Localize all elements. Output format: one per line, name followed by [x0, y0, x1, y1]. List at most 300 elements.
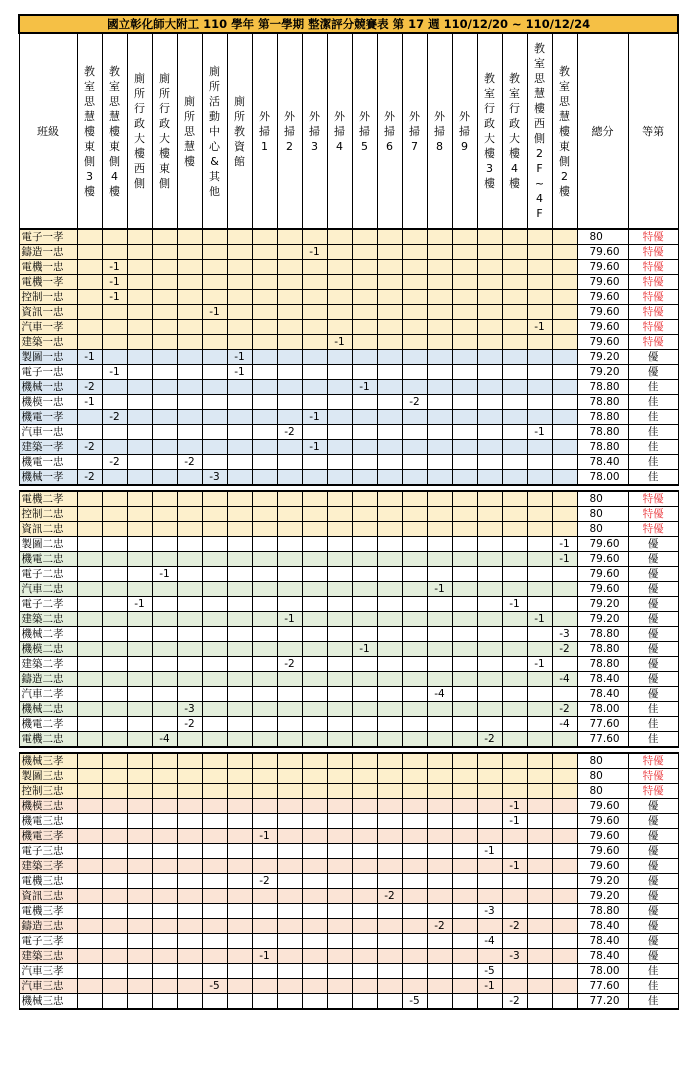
deduction-cell: [227, 949, 252, 964]
deduction-cell: [77, 844, 102, 859]
deduction-cell: [302, 717, 327, 732]
deduction-cell: [502, 350, 527, 365]
deduction-cell: [252, 814, 277, 829]
deduction-cell: [152, 335, 177, 350]
deduction-cell: -2: [502, 994, 527, 1010]
total-score: 79.60: [577, 814, 628, 829]
deduction-cell: [427, 753, 452, 769]
deduction-cell: [427, 245, 452, 260]
deduction-cell: [302, 395, 327, 410]
deduction-cell: [202, 889, 227, 904]
deduction-cell: [327, 582, 352, 597]
deduction-cell: [77, 753, 102, 769]
grade-cell: 優: [628, 904, 678, 919]
deduction-cell: [352, 844, 377, 859]
deduction-cell: [127, 470, 152, 486]
deduction-cell: [477, 245, 502, 260]
deduction-cell: [202, 491, 227, 507]
deduction-cell: [327, 365, 352, 380]
deduction-cell: [452, 702, 477, 717]
column-header: [227, 33, 252, 229]
deduction-cell: [427, 717, 452, 732]
deduction-cell: [402, 859, 427, 874]
deduction-cell: [152, 904, 177, 919]
deduction-cell: [77, 507, 102, 522]
deduction-cell: [377, 380, 402, 395]
deduction-cell: [427, 612, 452, 627]
deduction-cell: [302, 612, 327, 627]
deduction-cell: [152, 964, 177, 979]
deduction-cell: [252, 522, 277, 537]
deduction-cell: [352, 889, 377, 904]
deduction-cell: [327, 597, 352, 612]
table-row: [19, 753, 678, 769]
table-row: [19, 979, 678, 994]
deduction-cell: [252, 799, 277, 814]
deduction-cell: [77, 612, 102, 627]
deduction-cell: [502, 380, 527, 395]
deduction-cell: [327, 753, 352, 769]
deduction-cell: [402, 672, 427, 687]
deduction-cell: [552, 934, 577, 949]
deduction-cell: [527, 672, 552, 687]
deduction-cell: [402, 275, 427, 290]
deduction-cell: [102, 904, 127, 919]
deduction-cell: [177, 260, 202, 275]
table-row: [19, 522, 678, 537]
deduction-cell: [377, 229, 402, 245]
deduction-cell: [302, 350, 327, 365]
class-name: 機電一忠: [19, 455, 77, 470]
deduction-cell: [177, 365, 202, 380]
deduction-cell: [102, 859, 127, 874]
deduction-cell: [427, 305, 452, 320]
deduction-cell: [152, 522, 177, 537]
deduction-cell: [177, 537, 202, 552]
deduction-cell: [177, 425, 202, 440]
deduction-cell: [277, 919, 302, 934]
deduction-cell: [402, 455, 427, 470]
deduction-cell: [127, 582, 152, 597]
deduction-cell: [227, 672, 252, 687]
deduction-cell: [327, 380, 352, 395]
deduction-cell: [477, 229, 502, 245]
deduction-cell: [277, 799, 302, 814]
deduction-cell: [377, 350, 402, 365]
column-header-label: 廁所教資館: [234, 94, 245, 168]
deduction-cell: [127, 320, 152, 335]
class-name: 電子二孝: [19, 597, 77, 612]
deduction-cell: [77, 889, 102, 904]
column-header: [377, 33, 402, 229]
deduction-cell: [252, 642, 277, 657]
deduction-cell: [352, 425, 377, 440]
deduction-cell: [377, 799, 402, 814]
deduction-cell: [202, 440, 227, 455]
deduction-cell: -2: [77, 440, 102, 455]
deduction-cell: [527, 290, 552, 305]
deduction-cell: [102, 335, 127, 350]
deduction-cell: [527, 844, 552, 859]
deduction-cell: -1: [152, 567, 177, 582]
deduction-cell: [352, 717, 377, 732]
total-score: 77.60: [577, 979, 628, 994]
grade-cell: 佳: [628, 425, 678, 440]
table-row: [19, 799, 678, 814]
deduction-cell: [252, 335, 277, 350]
deduction-cell: [502, 687, 527, 702]
deduction-cell: [502, 627, 527, 642]
deduction-cell: -2: [177, 455, 202, 470]
deduction-cell: [402, 874, 427, 889]
deduction-cell: [352, 491, 377, 507]
column-header: [102, 33, 127, 229]
class-name: 機電二孝: [19, 717, 77, 732]
deduction-cell: [102, 245, 127, 260]
deduction-cell: [302, 582, 327, 597]
deduction-cell: [527, 859, 552, 874]
deduction-cell: [102, 522, 127, 537]
deduction-cell: [152, 365, 177, 380]
deduction-cell: [427, 290, 452, 305]
deduction-cell: [77, 799, 102, 814]
deduction-cell: [502, 567, 527, 582]
deduction-cell: [252, 717, 277, 732]
deduction-cell: [152, 874, 177, 889]
deduction-cell: [77, 627, 102, 642]
deduction-cell: [202, 702, 227, 717]
deduction-cell: [202, 672, 227, 687]
deduction-cell: [402, 784, 427, 799]
deduction-cell: [402, 979, 427, 994]
column-header-label: 外掃8: [434, 109, 445, 153]
total-score: 78.00: [577, 470, 628, 486]
deduction-cell: [327, 889, 352, 904]
deduction-cell: [302, 732, 327, 748]
class-name: 汽車一忠: [19, 425, 77, 440]
deduction-cell: [402, 470, 427, 486]
deduction-cell: [177, 507, 202, 522]
deduction-cell: [527, 964, 552, 979]
deduction-cell: [302, 934, 327, 949]
deduction-cell: [427, 552, 452, 567]
grade-cell: 佳: [628, 395, 678, 410]
total-score: 78.40: [577, 934, 628, 949]
deduction-cell: [377, 979, 402, 994]
table-row: [19, 491, 678, 507]
grade-cell: 優: [628, 799, 678, 814]
deduction-cell: [252, 964, 277, 979]
deduction-cell: [77, 260, 102, 275]
deduction-cell: [377, 470, 402, 486]
deduction-cell: -1: [527, 425, 552, 440]
grade-cell: 優: [628, 627, 678, 642]
deduction-cell: [452, 395, 477, 410]
deduction-cell: [427, 491, 452, 507]
deduction-cell: [377, 702, 402, 717]
deduction-cell: [127, 552, 152, 567]
deduction-cell: [252, 245, 277, 260]
deduction-cell: [152, 979, 177, 994]
deduction-cell: [527, 753, 552, 769]
deduction-cell: [77, 949, 102, 964]
deduction-cell: [377, 753, 402, 769]
deduction-cell: [452, 949, 477, 964]
deduction-cell: [202, 275, 227, 290]
table-row: [19, 964, 678, 979]
deduction-cell: [302, 507, 327, 522]
deduction-cell: [127, 769, 152, 784]
deduction-cell: [402, 582, 427, 597]
deduction-cell: [427, 672, 452, 687]
deduction-cell: [77, 582, 102, 597]
deduction-cell: [327, 440, 352, 455]
total-score: 78.40: [577, 455, 628, 470]
column-header-label: 外掃7: [409, 109, 420, 153]
table-row: [19, 657, 678, 672]
deduction-cell: -4: [552, 717, 577, 732]
deduction-cell: [502, 552, 527, 567]
deduction-cell: [427, 732, 452, 748]
total-score: 80: [577, 491, 628, 507]
deduction-cell: [77, 245, 102, 260]
deduction-cell: [352, 627, 377, 642]
deduction-cell: [527, 829, 552, 844]
deduction-cell: [377, 290, 402, 305]
deduction-cell: -1: [352, 642, 377, 657]
deduction-cell: [252, 889, 277, 904]
deduction-cell: [152, 380, 177, 395]
deduction-cell: [177, 290, 202, 305]
deduction-cell: [202, 365, 227, 380]
deduction-cell: [277, 395, 302, 410]
deduction-cell: [227, 229, 252, 245]
deduction-cell: [377, 934, 402, 949]
deduction-cell: [477, 994, 502, 1010]
deduction-cell: [477, 717, 502, 732]
deduction-cell: [452, 859, 477, 874]
deduction-cell: [127, 440, 152, 455]
deduction-cell: [502, 470, 527, 486]
deduction-cell: [527, 350, 552, 365]
deduction-cell: [427, 844, 452, 859]
deduction-cell: [277, 979, 302, 994]
deduction-cell: [77, 425, 102, 440]
deduction-cell: [227, 552, 252, 567]
table-row: [19, 395, 678, 410]
deduction-cell: [127, 799, 152, 814]
deduction-cell: [177, 552, 202, 567]
deduction-cell: [302, 979, 327, 994]
deduction-cell: [452, 844, 477, 859]
deduction-cell: [377, 507, 402, 522]
deduction-cell: [402, 964, 427, 979]
deduction-cell: [552, 919, 577, 934]
deduction-cell: -2: [477, 732, 502, 748]
deduction-cell: [152, 829, 177, 844]
deduction-cell: [402, 425, 427, 440]
deduction-cell: [77, 597, 102, 612]
class-name: 電機二忠: [19, 732, 77, 748]
column-header: [177, 33, 202, 229]
deduction-cell: [277, 470, 302, 486]
deduction-cell: [77, 642, 102, 657]
deduction-cell: [352, 537, 377, 552]
deduction-cell: [552, 260, 577, 275]
deduction-cell: [277, 537, 302, 552]
deduction-cell: [327, 260, 352, 275]
deduction-cell: [427, 335, 452, 350]
deduction-cell: [427, 874, 452, 889]
deduction-cell: [502, 612, 527, 627]
deduction-cell: [352, 769, 377, 784]
deduction-cell: [302, 687, 327, 702]
deduction-cell: [102, 672, 127, 687]
deduction-cell: [277, 229, 302, 245]
deduction-cell: [202, 934, 227, 949]
deduction-cell: [152, 425, 177, 440]
deduction-cell: [202, 597, 227, 612]
deduction-cell: [427, 994, 452, 1010]
deduction-cell: [452, 350, 477, 365]
deduction-cell: [527, 567, 552, 582]
deduction-cell: [327, 687, 352, 702]
deduction-cell: [177, 612, 202, 627]
class-name: 汽車一孝: [19, 320, 77, 335]
deduction-cell: [352, 799, 377, 814]
deduction-cell: [352, 874, 377, 889]
deduction-cell: [302, 320, 327, 335]
deduction-cell: [152, 410, 177, 425]
deduction-cell: [527, 889, 552, 904]
deduction-cell: [552, 687, 577, 702]
deduction-cell: [277, 627, 302, 642]
deduction-cell: [352, 395, 377, 410]
deduction-cell: [452, 799, 477, 814]
deduction-cell: [77, 672, 102, 687]
deduction-cell: [177, 769, 202, 784]
deduction-cell: [252, 994, 277, 1010]
deduction-cell: [127, 814, 152, 829]
deduction-cell: [77, 964, 102, 979]
deduction-cell: [302, 642, 327, 657]
deduction-cell: [202, 859, 227, 874]
deduction-cell: [502, 829, 527, 844]
deduction-cell: [327, 491, 352, 507]
total-score: 78.40: [577, 687, 628, 702]
deduction-cell: [152, 889, 177, 904]
total-score: 78.80: [577, 657, 628, 672]
table-row: [19, 440, 678, 455]
deduction-cell: [77, 290, 102, 305]
deduction-cell: [252, 612, 277, 627]
deduction-cell: [477, 642, 502, 657]
deduction-cell: [502, 717, 527, 732]
deduction-cell: [302, 552, 327, 567]
total-score: 78.80: [577, 425, 628, 440]
deduction-cell: [177, 949, 202, 964]
deduction-cell: [152, 597, 177, 612]
deduction-cell: [202, 290, 227, 305]
deduction-cell: [177, 320, 202, 335]
deduction-cell: [327, 859, 352, 874]
deduction-cell: [127, 522, 152, 537]
total-score: 80: [577, 229, 628, 245]
deduction-cell: [177, 964, 202, 979]
deduction-cell: -2: [252, 874, 277, 889]
deduction-cell: -3: [477, 904, 502, 919]
deduction-cell: [102, 769, 127, 784]
deduction-cell: [252, 507, 277, 522]
total-score: 78.80: [577, 440, 628, 455]
deduction-cell: [527, 455, 552, 470]
deduction-cell: [77, 657, 102, 672]
total-score: 78.80: [577, 395, 628, 410]
deduction-cell: [277, 455, 302, 470]
deduction-cell: [152, 470, 177, 486]
deduction-cell: [427, 799, 452, 814]
column-header-label: 教室行政大樓3樓: [484, 72, 495, 190]
deduction-cell: [127, 844, 152, 859]
deduction-cell: [452, 904, 477, 919]
deduction-cell: [402, 335, 427, 350]
deduction-cell: [152, 672, 177, 687]
deduction-cell: [202, 522, 227, 537]
deduction-cell: [302, 470, 327, 486]
deduction-cell: [427, 949, 452, 964]
deduction-cell: [527, 245, 552, 260]
grade-cell: 優: [628, 814, 678, 829]
deduction-cell: [377, 642, 402, 657]
deduction-cell: [202, 919, 227, 934]
deduction-cell: [127, 994, 152, 1010]
deduction-cell: [127, 859, 152, 874]
deduction-cell: [502, 491, 527, 507]
class-name: 電子二忠: [19, 567, 77, 582]
deduction-cell: [552, 829, 577, 844]
total-score: 79.60: [577, 799, 628, 814]
deduction-cell: [377, 844, 402, 859]
column-header-label: 外掃6: [384, 109, 395, 153]
deduction-cell: [502, 657, 527, 672]
deduction-cell: [77, 814, 102, 829]
total-score: 79.60: [577, 260, 628, 275]
deduction-cell: [202, 642, 227, 657]
deduction-cell: [377, 552, 402, 567]
deduction-cell: [477, 470, 502, 486]
grade-cell: 優: [628, 859, 678, 874]
deduction-cell: [227, 597, 252, 612]
deduction-cell: [327, 769, 352, 784]
deduction-cell: [127, 949, 152, 964]
deduction-cell: [302, 455, 327, 470]
table-row: [19, 642, 678, 657]
deduction-cell: -3: [202, 470, 227, 486]
deduction-cell: [202, 964, 227, 979]
table-row: [19, 769, 678, 784]
deduction-cell: [327, 844, 352, 859]
class-name: 電機三孝: [19, 904, 77, 919]
deduction-cell: [227, 537, 252, 552]
deduction-cell: [427, 964, 452, 979]
deduction-cell: [277, 350, 302, 365]
total-score: 78.80: [577, 627, 628, 642]
deduction-cell: -1: [77, 350, 102, 365]
deduction-cell: [477, 425, 502, 440]
deduction-cell: [402, 290, 427, 305]
deduction-cell: [177, 642, 202, 657]
deduction-cell: [552, 491, 577, 507]
